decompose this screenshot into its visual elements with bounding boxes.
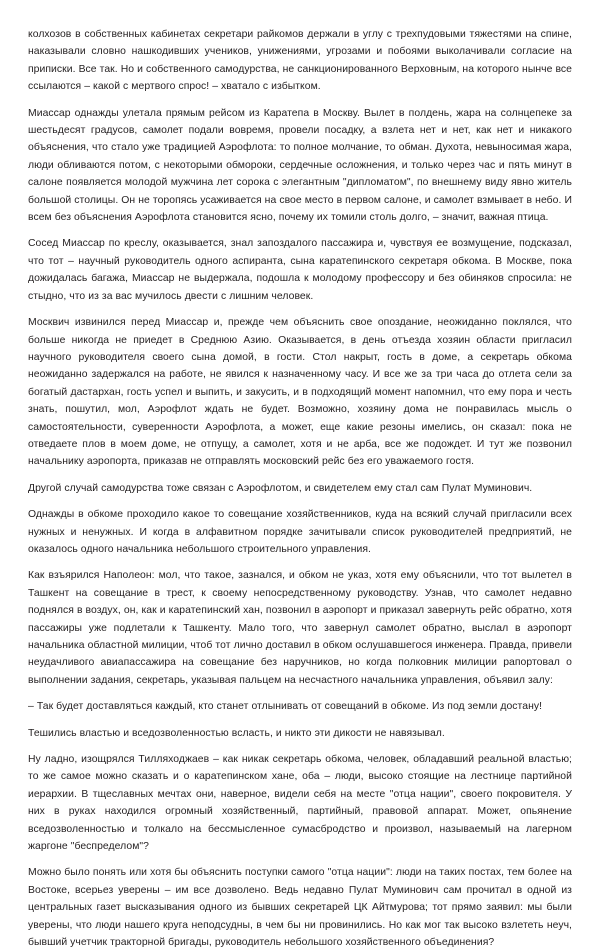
paragraph: Другой случай самодурства тоже связан с Аэрофлотом, и свидетелем ему стал сам Пулат Муминович.: [28, 482, 533, 494]
paragraph: Сосед Миассар по креслу, оказывается, знал запоздалого пассажира и, чувствуя ее возмущение, подсказал, что тот – научный руководитель одного аспиранта, сына каратепинского секретаря обкома. В Москве, пока дожидалась багажа, Миассар не выдержала, подошла к молодому профессору и без обиняков спросила: не стыдно, что из за вас мучилось двести с лишним человек.: [28, 238, 572, 302]
paragraph: Тешились властью и вседозволенностью всласть, и никто эти дикости не навязывал.: [28, 727, 445, 739]
paragraph: Миассар однажды улетала прямым рейсом из Каратепа в Москву. Вылет в полдень, жара на солнцепеке за шестьдесят градусов, самолет подали вовремя, провели посадку, а взлета нет и нет, как нет и никакого объяснения, что стало уже традицией Аэрофлота: то полное молчание, то обман. Духота, невыносимая жара, люди обливаются потом, с некоторыми обмороки, сердечные осложнения, и только через час и пять минут в салоне появляется молодой мужчина лет сорока с элегантным "дипломатом", по внешнему виду явно житель большой столицы. Он не торопясь усаживается на свое место в первом салоне, и самолет взмывает в небо. И всем без объяснения Аэрофлота становится ясно, почему их томили столь долго, – значит, важная птица.: [28, 107, 572, 224]
paragraph: Москвич извинился перед Миассар и, прежде чем объяснить свое опоздание, неожиданно поклялся, что больше никогда не приедет в Среднюю Азию. Оказывается, в день отъезда хозяин области пригласил научного руководителя своего сына домой, в гости. Стол накрыт, гость в доме, а секретарь обкома неожиданно задержался на работе, не явился к назначенному часу. И все же за три часа до отлета сели за богатый дастархан, гость успел и выпить, и закусить, и в подходящий момент напомнил, что ему пора и честь знать, пошутил, мол, Аэрофлот ждать не будет. Возможно, хозяину дома не понравилась мысль о самостоятельности, суверенности Аэрофлота, а может, еще какие резоны имелись, он сказал: пока не отведаете плов в моем доме, не отпущу, а самолет, хотя и не арба, все же подождет. И тут же позвонил начальнику аэропорта, приказав не отправлять московский рейс без его уважаемого гостя.: [28, 317, 572, 468]
paragraph: колхозов в собственных кабинетах секретари райкомов держали в углу с трехпудовыми тяжестями на спине, наказывали словно нашкодивших учеников, унижениями, угрозами и побоями выколачивали согласие на приписки. Все так. Но и собственного самодурства, не санкционированного Верховным, на которого нынче все ссылаются – какой с мертвого спрос! – хватало с избытком.: [28, 29, 572, 93]
document-text-body: [28, 26, 572, 952]
paragraph: – Так будет доставляться каждый, кто станет отлынивать от совещаний в обкоме. Из под земли достану!: [28, 701, 543, 713]
paragraph: Как взъярился Наполеон: мол, что такое, зазнался, и обком не указ, хотя ему объяснили, что тот вылетел в Ташкент на совещание в трест, к своему непосредственному руководству. Узнав, что самолет недавно поднялся в воздух, он, как и каратепинский хан, позвонил в аэропорт и приказал завернуть рейс обратно, хотя пассажиры уже подлетали к Ташкенту. Мало того, что завернул самолет обратно, выслал в аэропорт начальника областной милиции, чтоб тот лично доставил в обком ослушавшегося инженера. Правда, привели неудачливого авиапассажира на совещание без наручников, но когда полковник милиции рапортовал о выполнении задания, секретарь, указывая пальцем на несчастного начальника управления, объявил залу:: [28, 570, 572, 686]
paragraph: Можно было понять или хотя бы объяснить поступки самого "отца нации": люди на таких постах, тем более на Востоке, всерьез уверены – им все дозволено. Ведь недавно Пулат Муминович сам прочитал в одной из центральных газет высказывания одного из бывших секретарей ЦК Айтмурова; тот прямо заявил: мы были уверены, что люди нашего круга неподсудны, в чем бы ни провинились. Но как мог так высоко взлететь неуч, бывший учетчик тракторной бригады, руководитель небольшого хозяйственного объединения?: [28, 867, 572, 949]
paragraph: Однажды в обкоме проходило какое то совещание хозяйственников, куда на всякий случай пригласили всех нужных и ненужных. И когда в алфавитном порядке зачитывали список руководителей предприятий, не оказалось одного начальника небольшого строительного управления.: [28, 509, 572, 555]
paragraph: Ну ладно, изощрялся Тилляходжаев – как никак секретарь обкома, человек, обладавший реальной властью; то же самое можно сказать и о каратепинском хане, оба – люди, высоко стоящие на лестнице партийной иерархии. В тщеславных мечтах они, наверное, видели себя на месте "отца нации", своего покровителя. У них в руках находился огромный хозяйственный, партийный, правовой аппарат. Может, опьянение вседозволенностью и толкало на бессмысленное сумасбродство и произвол, называемый на лагерном жаргоне "беспределом"?: [28, 754, 572, 853]
